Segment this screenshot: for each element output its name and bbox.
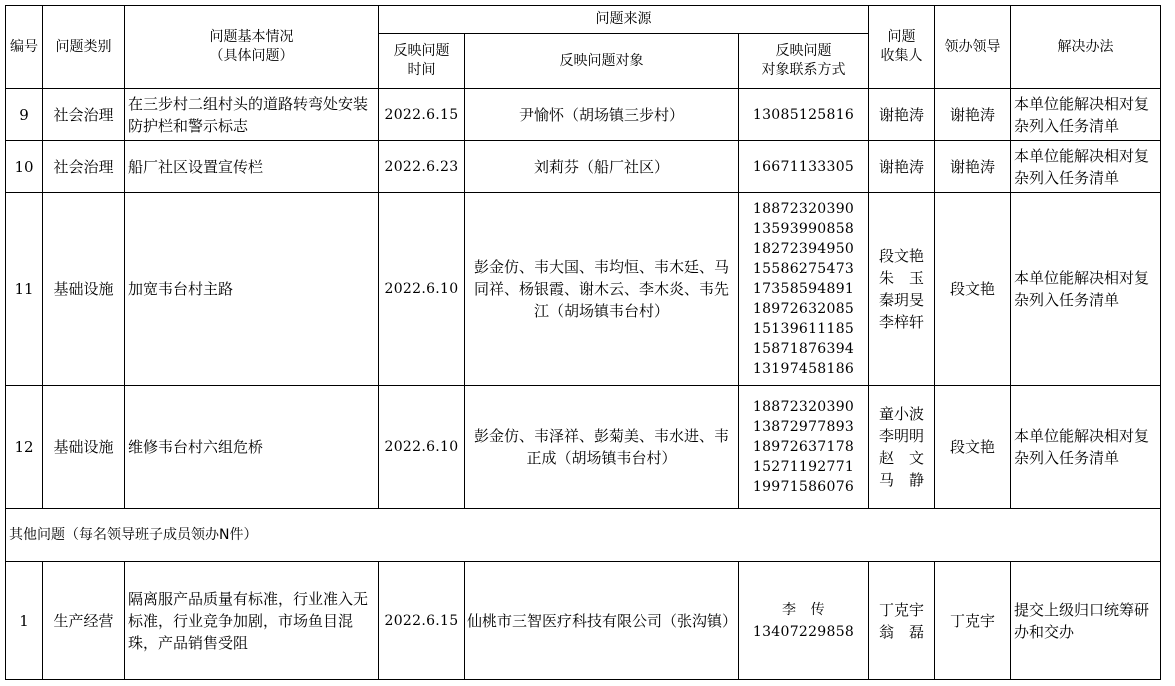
header-basic-line1: 问题基本情况 — [209, 29, 294, 45]
row-contact-list — [739, 562, 869, 680]
header-object: 反映问题对象 — [465, 34, 739, 89]
table-row — [6, 141, 1161, 193]
row-issue: 维修韦台村六组危桥 — [125, 386, 379, 509]
row-contact: 18872320390 — [752, 201, 855, 217]
row-id: 12 — [6, 386, 43, 509]
row-contact-list — [739, 386, 869, 509]
header-collector-line2: 收集人 — [880, 48, 923, 64]
row-object: 仙桃市三智医疗科技有限公司（张沟镇） — [465, 562, 739, 680]
header-time — [379, 34, 465, 89]
row-contact: 15139611185 — [752, 321, 855, 337]
table-row — [6, 386, 1161, 509]
row-leader: 段文艳 — [935, 386, 1011, 509]
header-collector-line1: 问题 — [887, 29, 916, 45]
row-contact: 13197458186 — [752, 361, 855, 377]
row-contact: 13407229858 — [752, 623, 855, 640]
row-issue: 加宽韦台村主路 — [125, 193, 379, 386]
header-collector — [869, 6, 935, 89]
row-leader: 丁克宇 — [935, 562, 1011, 680]
row-solution: 本单位能解决相对复杂列入任务清单 — [1011, 386, 1161, 509]
row-time: 2022.6.15 — [379, 562, 465, 680]
header-leader: 领办领导 — [935, 6, 1011, 89]
header-time-line2: 时间 — [407, 62, 436, 78]
row-time: 2022.6.10 — [379, 193, 465, 386]
row-contact: 13872977893 — [752, 419, 855, 435]
row-id: 10 — [6, 141, 43, 193]
row-leader: 谢艳涛 — [935, 141, 1011, 193]
row-collector-list — [869, 386, 935, 509]
row-object: 尹愉怀（胡场镇三步村） — [465, 89, 739, 141]
row-category: 基础设施 — [43, 193, 125, 386]
issue-table — [5, 5, 1161, 680]
row-contact: 18872320390 — [752, 399, 855, 415]
row-collector: 朱 玉 — [878, 269, 924, 287]
header-solution: 解决办法 — [1011, 6, 1161, 89]
row-contact-list — [739, 193, 869, 386]
row-solution: 本单位能解决相对复杂列入任务清单 — [1011, 89, 1161, 141]
row-id: 11 — [6, 193, 43, 386]
header-contact-line1: 反映问题 — [775, 43, 832, 59]
row-issue: 隔离服产品质量有标准，行业准入无标准，行业竞争加剧，市场鱼目混珠，产品销售受阻 — [125, 562, 379, 680]
header-basic-situation — [125, 6, 379, 89]
row-collector: 童小波 — [878, 405, 924, 423]
row-contact: 18972637178 — [752, 439, 855, 455]
row-collector: 丁克宇 — [878, 600, 924, 619]
row-contact: 16671133305 — [739, 141, 869, 193]
row-collector: 赵 文 — [878, 449, 924, 467]
section-row — [6, 509, 1161, 562]
row-collector-list — [869, 193, 935, 386]
header-time-line1: 反映问题 — [393, 43, 450, 59]
row-object: 彭金仿、韦大国、韦均恒、韦木廷、马同祥、杨银霞、谢木云、李木炎、韦先江（胡场镇韦台村） — [465, 193, 739, 386]
row-contact: 18972632085 — [752, 301, 855, 317]
row-object: 彭金仿、韦泽祥、彭菊美、韦水进、韦正成（胡场镇韦台村） — [465, 386, 739, 509]
row-contact: 15871876394 — [752, 341, 855, 357]
table-row — [6, 193, 1161, 386]
row-time: 2022.6.23 — [379, 141, 465, 193]
row-collector: 谢艳涛 — [869, 141, 935, 193]
header-row-top — [6, 6, 1161, 34]
row-contact: 17358594891 — [752, 281, 855, 297]
row-contact: 18272394950 — [752, 241, 855, 257]
row-category: 社会治理 — [43, 141, 125, 193]
row-contact: 15586275473 — [752, 261, 855, 277]
row-collector: 段文艳 — [878, 247, 924, 265]
header-source-group: 问题来源 — [379, 6, 869, 34]
row-object: 刘莉芬（船厂社区） — [465, 141, 739, 193]
header-basic-line2: （具体问题） — [209, 48, 294, 64]
row-id: 9 — [6, 89, 43, 141]
row-contact: 13593990858 — [752, 221, 855, 237]
row-collector: 秦玥旻 — [878, 291, 924, 309]
row-issue: 船厂社区设置宣传栏 — [125, 141, 379, 193]
row-solution: 本单位能解决相对复杂列入任务清单 — [1011, 141, 1161, 193]
row-collector: 马 静 — [878, 471, 924, 489]
row-issue: 在三步村二组村头的道路转弯处安装防护栏和警示标志 — [125, 89, 379, 141]
row-time: 2022.6.10 — [379, 386, 465, 509]
header-contact-line2: 对象联系方式 — [761, 62, 846, 78]
row-category: 基础设施 — [43, 386, 125, 509]
header-id: 编号 — [6, 6, 43, 89]
row-category: 社会治理 — [43, 89, 125, 141]
row-solution: 本单位能解决相对复杂列入任务清单 — [1011, 193, 1161, 386]
row-id: 1 — [6, 562, 43, 680]
header-category: 问题类别 — [43, 6, 125, 89]
row-contact-name: 李 传 — [782, 601, 825, 618]
row-contact: 15271192771 — [752, 459, 855, 475]
row-collector: 李梓轩 — [878, 313, 924, 331]
row-collector: 翁 磊 — [878, 622, 924, 641]
table-row — [6, 562, 1161, 680]
row-collector: 谢艳涛 — [869, 89, 935, 141]
row-time: 2022.6.15 — [379, 89, 465, 141]
row-collector-list — [869, 562, 935, 680]
row-contact: 13085125816 — [739, 89, 869, 141]
table-row — [6, 89, 1161, 141]
header-contact — [739, 34, 869, 89]
row-solution: 提交上级归口统筹研办和交办 — [1011, 562, 1161, 680]
row-category: 生产经营 — [43, 562, 125, 680]
row-leader: 谢艳涛 — [935, 89, 1011, 141]
row-contact: 19971586076 — [752, 479, 855, 495]
row-collector: 李明明 — [878, 427, 924, 445]
section-title: 其他问题（每名领导班子成员领办N件） — [6, 509, 1161, 562]
row-leader: 段文艳 — [935, 193, 1011, 386]
